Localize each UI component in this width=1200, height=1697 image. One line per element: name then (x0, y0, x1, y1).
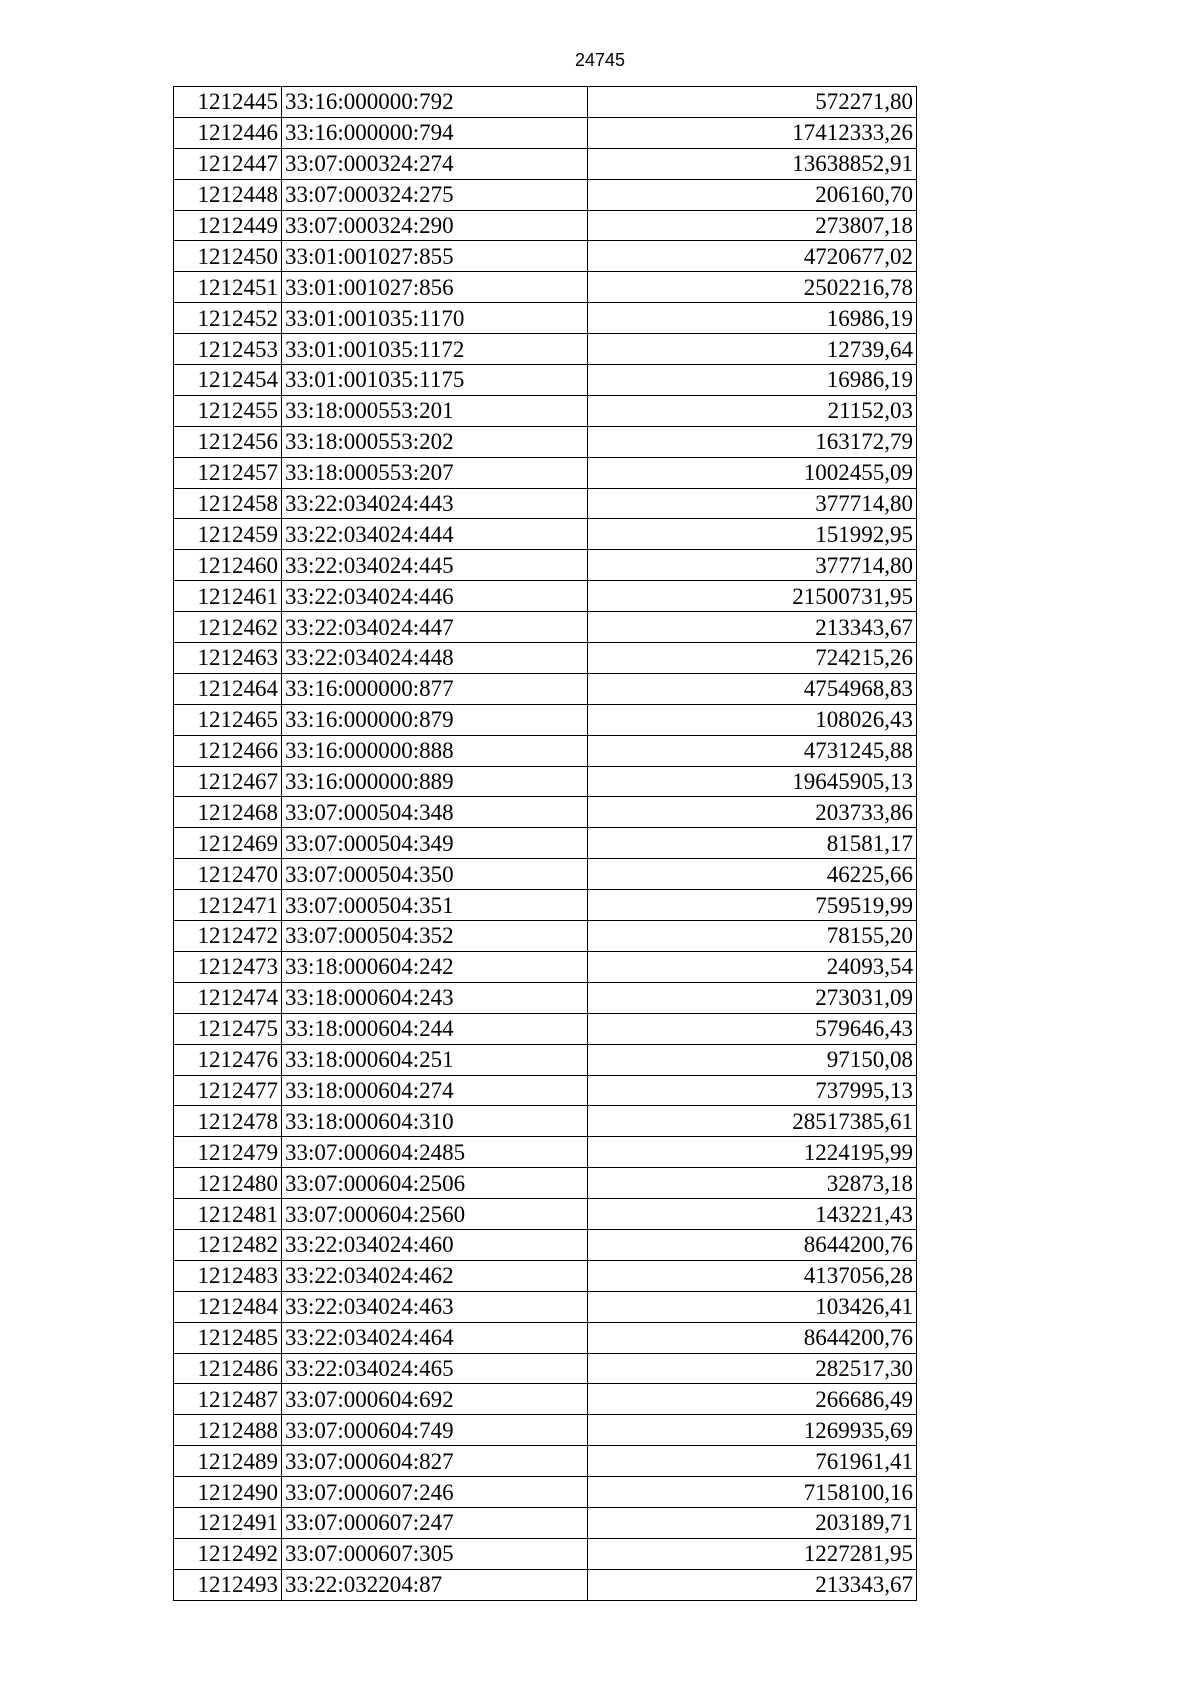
row-number-cell: 1212464 (174, 673, 282, 704)
cadastral-number-cell: 33:22:034024:464 (282, 1322, 588, 1353)
cadastral-number-cell: 33:18:000604:274 (282, 1075, 588, 1106)
table-row (174, 1168, 917, 1199)
cadastral-number-cell: 33:07:000604:749 (282, 1415, 588, 1446)
row-number-cell: 1212450 (174, 241, 282, 272)
table-row (174, 859, 917, 890)
table-row (174, 488, 917, 519)
cadastral-number-cell: 33:07:000607:305 (282, 1538, 588, 1569)
cadastral-number-cell: 33:22:034024:443 (282, 488, 588, 519)
table-row (174, 1229, 917, 1260)
cadastral-value-cell: 151992,95 (588, 519, 917, 550)
cadastral-value-cell: 4731245,88 (588, 735, 917, 766)
row-number-cell: 1212453 (174, 334, 282, 365)
row-number-cell: 1212448 (174, 179, 282, 210)
row-number-cell: 1212470 (174, 859, 282, 890)
cadastral-value-cell: 81581,17 (588, 828, 917, 859)
row-number-cell: 1212488 (174, 1415, 282, 1446)
table-row (174, 457, 917, 488)
cadastral-number-cell: 33:22:032204:87 (282, 1569, 588, 1600)
cadastral-number-cell: 33:16:000000:888 (282, 735, 588, 766)
cadastral-number-cell: 33:01:001035:1175 (282, 365, 588, 396)
row-number-cell: 1212447 (174, 148, 282, 179)
cadastral-value-cell: 203733,86 (588, 797, 917, 828)
table-row (174, 148, 917, 179)
cadastral-value-cell: 206160,70 (588, 179, 917, 210)
row-number-cell: 1212479 (174, 1137, 282, 1168)
table-row (174, 1415, 917, 1446)
cadastral-number-cell: 33:07:000607:247 (282, 1507, 588, 1538)
cadastral-number-cell: 33:01:001027:855 (282, 241, 588, 272)
cadastral-value-cell: 24093,54 (588, 951, 917, 982)
cadastral-number-cell: 33:22:034024:462 (282, 1260, 588, 1291)
cadastral-number-cell: 33:18:000604:244 (282, 1013, 588, 1044)
row-number-cell: 1212471 (174, 890, 282, 921)
table-row (174, 395, 917, 426)
row-number-cell: 1212446 (174, 117, 282, 148)
cadastral-value-cell: 761961,41 (588, 1446, 917, 1477)
row-number-cell: 1212480 (174, 1168, 282, 1199)
cadastral-number-cell: 33:07:000324:274 (282, 148, 588, 179)
cadastral-value-cell: 724215,26 (588, 643, 917, 674)
cadastral-value-cell: 108026,43 (588, 704, 917, 735)
cadastral-value-cell: 4720677,02 (588, 241, 917, 272)
table-row (174, 612, 917, 643)
cadastral-number-cell: 33:07:000504:348 (282, 797, 588, 828)
table-row (174, 797, 917, 828)
table-row (174, 643, 917, 674)
table-row (174, 1106, 917, 1137)
cadastral-number-cell: 33:07:000604:2506 (282, 1168, 588, 1199)
table-row (174, 1044, 917, 1075)
cadastral-value-cell: 1269935,69 (588, 1415, 917, 1446)
row-number-cell: 1212468 (174, 797, 282, 828)
row-number-cell: 1212462 (174, 612, 282, 643)
table-row (174, 334, 917, 365)
table-row (174, 550, 917, 581)
cadastral-value-cell: 97150,08 (588, 1044, 917, 1075)
row-number-cell: 1212469 (174, 828, 282, 859)
table-row (174, 519, 917, 550)
row-number-cell: 1212467 (174, 766, 282, 797)
cadastral-value-cell: 32873,18 (588, 1168, 917, 1199)
table-row (174, 1075, 917, 1106)
cadastral-number-cell: 33:18:000604:243 (282, 982, 588, 1013)
cadastral-number-cell: 33:16:000000:794 (282, 117, 588, 148)
row-number-cell: 1212473 (174, 951, 282, 982)
row-number-cell: 1212451 (174, 272, 282, 303)
table-row (174, 272, 917, 303)
cadastral-value-cell: 1227281,95 (588, 1538, 917, 1569)
cadastral-value-cell: 579646,43 (588, 1013, 917, 1044)
table-row (174, 982, 917, 1013)
row-number-cell: 1212493 (174, 1569, 282, 1600)
cadastral-value-cell: 737995,13 (588, 1075, 917, 1106)
cadastral-number-cell: 33:22:034024:448 (282, 643, 588, 674)
cadastral-number-cell: 33:22:034024:444 (282, 519, 588, 550)
cadastral-value-cell: 78155,20 (588, 921, 917, 952)
cadastral-number-cell: 33:07:000504:351 (282, 890, 588, 921)
table-row (174, 365, 917, 396)
row-number-cell: 1212490 (174, 1477, 282, 1508)
row-number-cell: 1212466 (174, 735, 282, 766)
row-number-cell: 1212449 (174, 210, 282, 241)
table-row (174, 1353, 917, 1384)
cadastral-value-cell: 273807,18 (588, 210, 917, 241)
row-number-cell: 1212482 (174, 1229, 282, 1260)
table-row (174, 828, 917, 859)
table-row (174, 704, 917, 735)
row-number-cell: 1212481 (174, 1199, 282, 1230)
table-row (174, 210, 917, 241)
cadastral-value-cell: 17412333,26 (588, 117, 917, 148)
row-number-cell: 1212489 (174, 1446, 282, 1477)
row-number-cell: 1212452 (174, 303, 282, 334)
cadastral-number-cell: 33:01:001027:856 (282, 272, 588, 303)
cadastral-value-cell: 7158100,16 (588, 1477, 917, 1508)
cadastral-value-cell: 13638852,91 (588, 148, 917, 179)
cadastral-number-cell: 33:07:000604:692 (282, 1384, 588, 1415)
cadastral-number-cell: 33:07:000504:352 (282, 921, 588, 952)
cadastral-number-cell: 33:18:000604:251 (282, 1044, 588, 1075)
row-number-cell: 1212476 (174, 1044, 282, 1075)
table-body (174, 87, 917, 1601)
row-number-cell: 1212460 (174, 550, 282, 581)
row-number-cell: 1212491 (174, 1507, 282, 1538)
table-row (174, 1446, 917, 1477)
table-row (174, 1384, 917, 1415)
cadastral-value-cell: 377714,80 (588, 550, 917, 581)
cadastral-value-cell: 12739,64 (588, 334, 917, 365)
cadastral-value-cell: 4754968,83 (588, 673, 917, 704)
cadastral-number-cell: 33:16:000000:889 (282, 766, 588, 797)
row-number-cell: 1212459 (174, 519, 282, 550)
table-row (174, 117, 917, 148)
cadastral-number-cell: 33:07:000324:275 (282, 179, 588, 210)
cadastral-number-cell: 33:22:034024:465 (282, 1353, 588, 1384)
table-row (174, 1291, 917, 1322)
row-number-cell: 1212445 (174, 87, 282, 118)
cadastral-number-cell: 33:22:034024:460 (282, 1229, 588, 1260)
cadastral-number-cell: 33:22:034024:463 (282, 1291, 588, 1322)
table-row (174, 735, 917, 766)
row-number-cell: 1212474 (174, 982, 282, 1013)
cadastral-value-cell: 163172,79 (588, 426, 917, 457)
row-number-cell: 1212487 (174, 1384, 282, 1415)
table-row (174, 921, 917, 952)
table-row (174, 1569, 917, 1600)
cadastral-number-cell: 33:18:000553:201 (282, 395, 588, 426)
cadastral-value-cell: 143221,43 (588, 1199, 917, 1230)
cadastral-value-cell: 16986,19 (588, 365, 917, 396)
cadastral-number-cell: 33:07:000604:2560 (282, 1199, 588, 1230)
row-number-cell: 1212456 (174, 426, 282, 457)
cadastral-value-cell: 28517385,61 (588, 1106, 917, 1137)
cadastral-number-cell: 33:07:000324:290 (282, 210, 588, 241)
row-number-cell: 1212472 (174, 921, 282, 952)
cadastral-value-cell: 19645905,13 (588, 766, 917, 797)
table-row (174, 1137, 917, 1168)
cadastral-value-cell: 213343,67 (588, 612, 917, 643)
cadastral-number-cell: 33:18:000604:310 (282, 1106, 588, 1137)
table-row (174, 1538, 917, 1569)
cadastral-number-cell: 33:07:000504:350 (282, 859, 588, 890)
cadastral-number-cell: 33:16:000000:879 (282, 704, 588, 735)
table-row (174, 1322, 917, 1353)
table-row (174, 87, 917, 118)
cadastral-value-cell: 16986,19 (588, 303, 917, 334)
cadastral-value-cell: 103426,41 (588, 1291, 917, 1322)
table-row (174, 241, 917, 272)
row-number-cell: 1212478 (174, 1106, 282, 1137)
table-row (174, 890, 917, 921)
cadastral-value-cell: 1224195,99 (588, 1137, 917, 1168)
cadastral-number-cell: 33:07:000604:827 (282, 1446, 588, 1477)
cadastral-value-cell: 759519,99 (588, 890, 917, 921)
row-number-cell: 1212485 (174, 1322, 282, 1353)
cadastral-number-cell: 33:01:001035:1170 (282, 303, 588, 334)
page-number: 24745 (574, 50, 626, 70)
table-row (174, 1477, 917, 1508)
cadastral-number-cell: 33:07:000504:349 (282, 828, 588, 859)
row-number-cell: 1212455 (174, 395, 282, 426)
cadastral-value-cell: 21152,03 (588, 395, 917, 426)
cadastral-number-cell: 33:16:000000:877 (282, 673, 588, 704)
row-number-cell: 1212461 (174, 581, 282, 612)
cadastral-value-cell: 21500731,95 (588, 581, 917, 612)
cadastral-value-cell: 2502216,78 (588, 272, 917, 303)
row-number-cell: 1212465 (174, 704, 282, 735)
cadastral-number-cell: 33:22:034024:446 (282, 581, 588, 612)
cadastral-value-cell: 282517,30 (588, 1353, 917, 1384)
table-row (174, 303, 917, 334)
row-number-cell: 1212475 (174, 1013, 282, 1044)
cadastral-value-cell: 1002455,09 (588, 457, 917, 488)
cadastral-value-cell: 572271,80 (588, 87, 917, 118)
row-number-cell: 1212458 (174, 488, 282, 519)
cadastral-value-cell: 377714,80 (588, 488, 917, 519)
cadastral-number-cell: 33:16:000000:792 (282, 87, 588, 118)
cadastral-value-cell: 213343,67 (588, 1569, 917, 1600)
cadastral-value-cell: 8644200,76 (588, 1229, 917, 1260)
table-row (174, 426, 917, 457)
table-row (174, 179, 917, 210)
cadastral-number-cell: 33:18:000553:202 (282, 426, 588, 457)
table-row (174, 1199, 917, 1230)
cadastral-value-cell: 46225,66 (588, 859, 917, 890)
row-number-cell: 1212477 (174, 1075, 282, 1106)
cadastral-value-cell: 8644200,76 (588, 1322, 917, 1353)
cadastral-number-cell: 33:01:001035:1172 (282, 334, 588, 365)
row-number-cell: 1212483 (174, 1260, 282, 1291)
cadastral-number-cell: 33:18:000604:242 (282, 951, 588, 982)
cadastral-value-cell: 273031,09 (588, 982, 917, 1013)
cadastral-value-cell: 203189,71 (588, 1507, 917, 1538)
cadastral-value-table (173, 86, 917, 1601)
cadastral-value-cell: 4137056,28 (588, 1260, 917, 1291)
table-row (174, 581, 917, 612)
row-number-cell: 1212463 (174, 643, 282, 674)
row-number-cell: 1212454 (174, 365, 282, 396)
row-number-cell: 1212486 (174, 1353, 282, 1384)
table-row (174, 951, 917, 982)
cadastral-number-cell: 33:22:034024:447 (282, 612, 588, 643)
cadastral-value-cell: 266686,49 (588, 1384, 917, 1415)
table-row (174, 1260, 917, 1291)
cadastral-number-cell: 33:18:000553:207 (282, 457, 588, 488)
cadastral-number-cell: 33:07:000607:246 (282, 1477, 588, 1508)
table-row (174, 1013, 917, 1044)
table-row (174, 673, 917, 704)
row-number-cell: 1212492 (174, 1538, 282, 1569)
cadastral-number-cell: 33:07:000604:2485 (282, 1137, 588, 1168)
row-number-cell: 1212484 (174, 1291, 282, 1322)
table-row (174, 766, 917, 797)
row-number-cell: 1212457 (174, 457, 282, 488)
cadastral-number-cell: 33:22:034024:445 (282, 550, 588, 581)
table-row (174, 1507, 917, 1538)
